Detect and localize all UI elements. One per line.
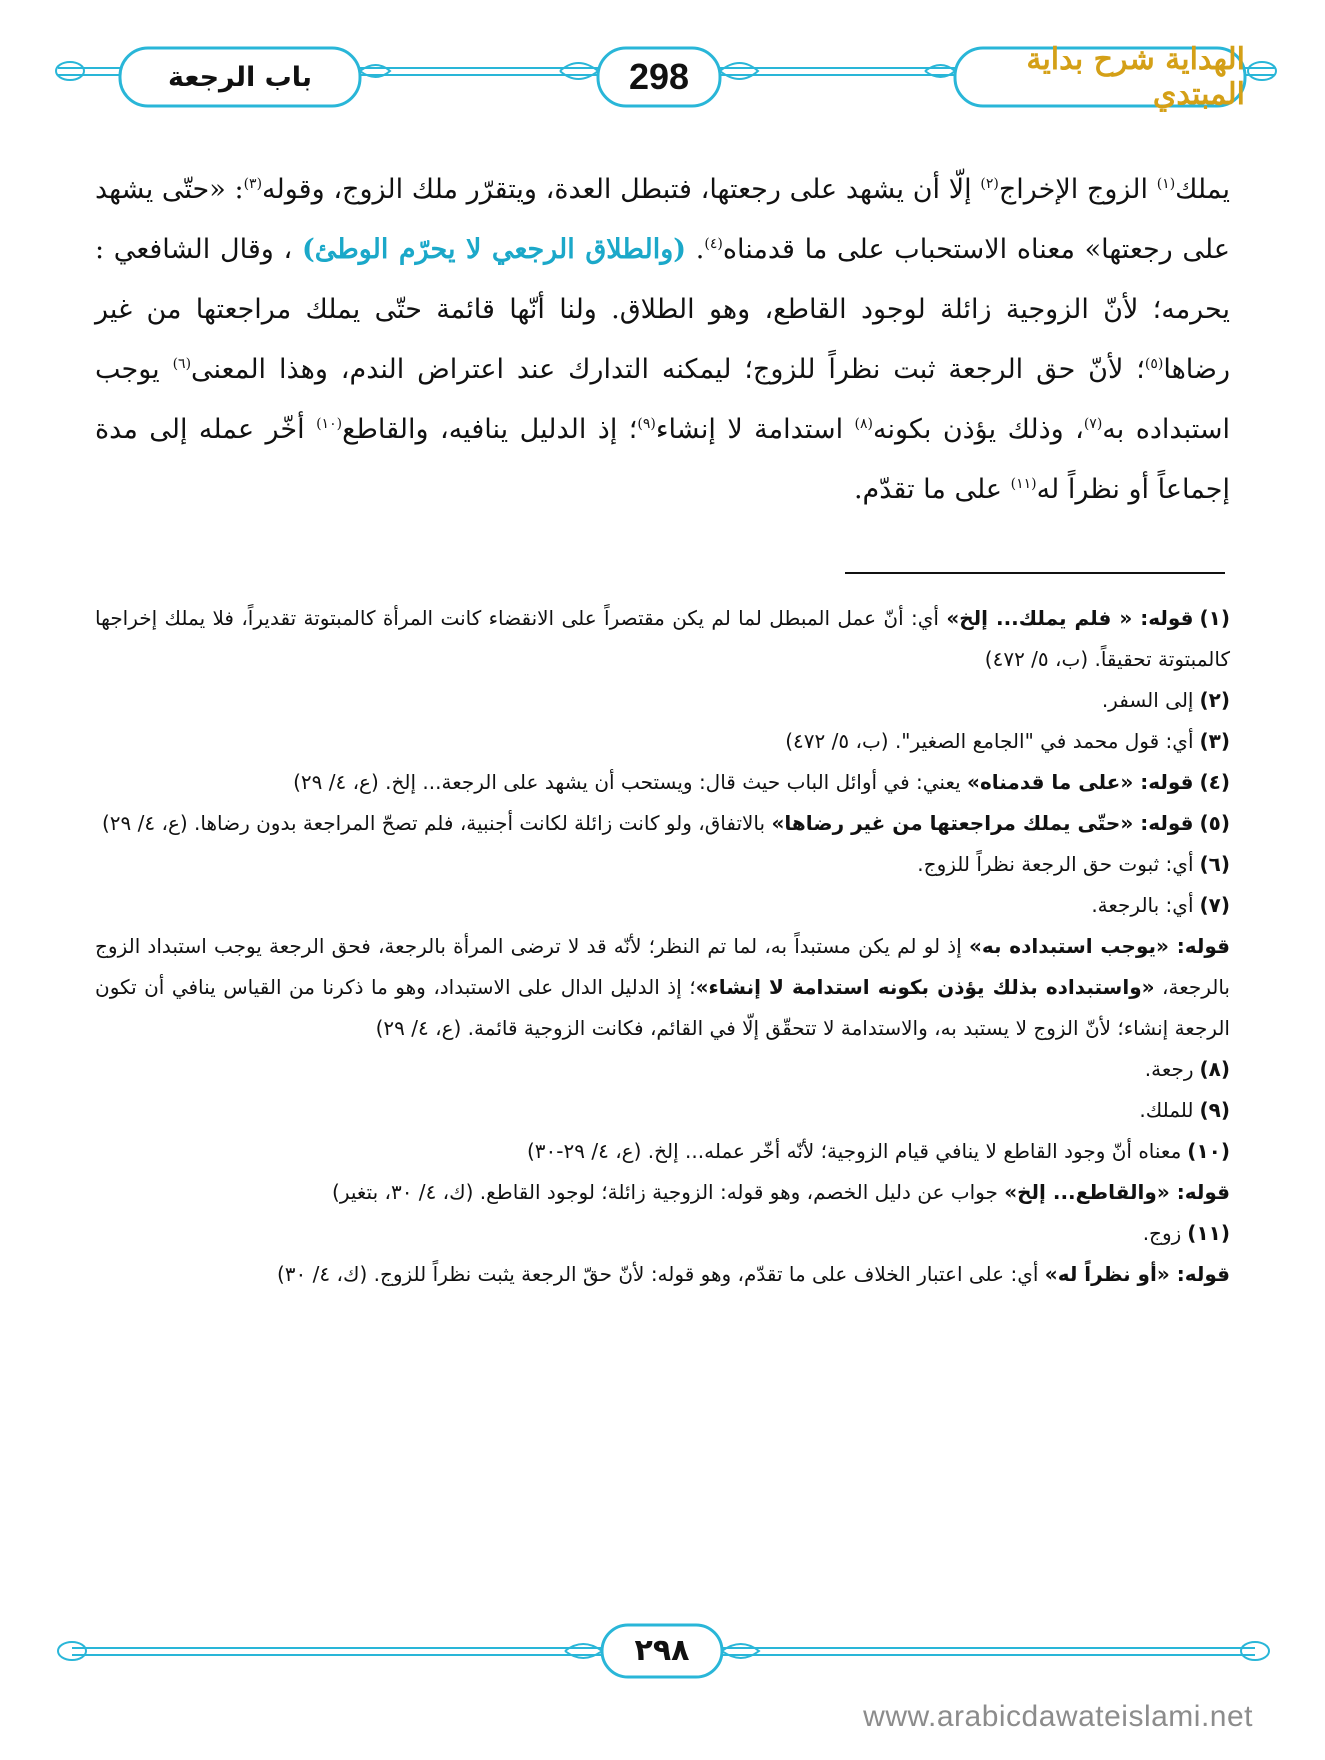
footnote-lead: قوله: xyxy=(1168,934,1231,958)
footnote-text: جواب عن دليل الخصم، وهو قوله: الزوجية زائلة؛ لوجود القاطع. (ك، ٤/ ٣٠، بتغير) xyxy=(332,1180,1005,1204)
footnote-text: إذ لو لم يكن مستبداً به، لما تم النظر؛ لأنّه قد لا ترضى المرأة بالرجعة، فحق الرجعة يوجب استبداد الزوج بالرجعة، xyxy=(95,934,1230,999)
footnote-11-commentary xyxy=(95,1254,1230,1295)
footnote-11 xyxy=(95,1213,1230,1254)
footnote-6 xyxy=(95,844,1230,885)
footnote-5 xyxy=(95,803,1230,844)
footnote-text: أي: على اعتبار الخلاف على ما تقدّم، وهو قوله: لأنّ حقّ الرجعة يثبت نظراً للزوج. (ك، ٤/ ٣٠) xyxy=(276,1262,1045,1286)
footnote-text: رجعة. xyxy=(1144,1057,1194,1081)
footnote-7-commentary xyxy=(95,926,1230,1049)
footnote-2 xyxy=(95,680,1230,721)
matn-highlight: (والطلاق الرجعي لا يحرّم الوطئ) xyxy=(301,234,687,265)
footnote-quote: « فلم يملك... إلخ» xyxy=(946,606,1133,630)
footnote-number: (٤) xyxy=(1199,770,1230,794)
footnote-marker: (١١) xyxy=(1010,476,1037,492)
text-run: يوجب استبداده به xyxy=(95,354,1230,445)
footnote-text: ؛ إذ الدليل الدال على الاستبداد، وهو ما ذكرنا من القياس ينافي أن تكون الرجعة إنشاء؛ لأنّ الزوج لا يستبد به، والاستدامة لا تتحقّق إلّا في القائم، فكانت الزوجية قائمة. (ع، ٤/ ٢٩) xyxy=(95,975,1230,1040)
website-url[interactable]: www.arabicdawateislami.net xyxy=(863,1700,1253,1733)
footnote-text: أي: بالرجعة. xyxy=(1091,893,1194,917)
text-run: استدامة لا إنشاء xyxy=(655,414,855,445)
footnote-quote: «على ما قدمناه» xyxy=(967,770,1134,794)
text-run: . xyxy=(686,234,705,265)
footnote-quote: «حتّى يملك مراجعتها من غير رضاها» xyxy=(771,811,1134,835)
footnote-lead: قوله: xyxy=(1133,770,1194,794)
footnotes xyxy=(95,598,1230,1295)
main-paragraph xyxy=(95,160,1230,520)
footer-page-number: ٢٩٨ xyxy=(634,1632,690,1668)
footnote-marker: (٣) xyxy=(243,176,263,192)
footnote-quote: «يوجب استبداده به» xyxy=(968,934,1169,958)
footnote-text: يعني: في أوائل الباب حيث قال: ويستحب أن يشهد على الرجعة... إلخ. (ع، ٤/ ٢٩) xyxy=(293,770,968,794)
footnote-marker: (١٠) xyxy=(316,416,343,432)
main-text xyxy=(95,160,1230,520)
footnote-1 xyxy=(95,598,1230,680)
footnote-3 xyxy=(95,721,1230,762)
footnote-marker: (٨) xyxy=(854,416,873,432)
text-run: ، وذلك يؤذن بكونه xyxy=(873,414,1084,445)
footnote-marker: (٢) xyxy=(980,176,999,192)
footnote-number: (٢) xyxy=(1199,688,1230,712)
text-run: : «حتّى يشهد على رجعتها» معناه الاستحباب على ما قدمناه xyxy=(95,174,1230,265)
footnote-number: (١) xyxy=(1199,606,1231,630)
footnote-text: للملك. xyxy=(1139,1098,1194,1122)
text-run: على ما تقدّم. xyxy=(853,474,1011,505)
footnote-marker: (١) xyxy=(1156,176,1176,192)
footnote-marker: (٧) xyxy=(1083,416,1103,432)
footnote-text: بالاتفاق، ولو كانت زائلة لكانت أجنبية، فلم تصحّ المراجعة بدون رضاها. (ع، ٤/ ٢٩) xyxy=(101,811,772,835)
footnote-number: (٨) xyxy=(1199,1057,1230,1081)
footnote-10-commentary xyxy=(95,1172,1230,1213)
chapter-title: باب الرجعة xyxy=(167,61,313,93)
footnote-lead: قوله: xyxy=(1132,606,1194,630)
footnote-quote: «واستبداده بذلك يؤذن بكونه استدامة لا إنشاء» xyxy=(695,975,1155,999)
footnote-number: (٧) xyxy=(1199,893,1230,917)
text-run: أخّر عمله إلى مدة إجماعاً أو نظراً له xyxy=(95,414,1230,505)
text-run: ؛ إذ الدليل ينافيه، والقاطع xyxy=(342,414,638,445)
text-run: يملك xyxy=(1175,174,1230,205)
footnote-marker: (٩) xyxy=(637,416,656,432)
footnote-number: (١٠) xyxy=(1187,1139,1230,1163)
footnote-text: معناه أنّ وجود القاطع لا ينافي قيام الزوجية؛ لأنّه أخّر عمله... إلخ. (ع، ٤/ ٢٩-٣٠) xyxy=(526,1139,1182,1163)
footnote-quote: «أو نظراً له» xyxy=(1044,1262,1170,1286)
footnote-text: أي: أنّ عمل المبطل لما لم يكن مقتصراً على الانقضاء كانت المرأة كالمبتوتة تقديراً، فلا يملك إخراجها كالمبتوتة تحقيقاً. (ب، ٥/ ٤٧٢) xyxy=(95,606,1230,671)
footnote-marker: (٥) xyxy=(1144,356,1164,372)
footnote-number: (٦) xyxy=(1199,852,1230,876)
footnote-lead: قوله: xyxy=(1169,1262,1230,1286)
footnote-text: أي: ثبوت حق الرجعة نظراً للزوج. xyxy=(917,852,1194,876)
footnote-lead: قوله: xyxy=(1169,1180,1230,1204)
footnote-number: (٥) xyxy=(1199,811,1230,835)
book-title: الهداية شرح بداية المبتدي xyxy=(1026,42,1245,112)
footnote-8 xyxy=(95,1049,1230,1090)
footnote-text: أي: قول محمد في "الجامع الصغير". (ب، ٥/ ٤٧٢) xyxy=(785,729,1194,753)
footnote-number: (٣) xyxy=(1199,729,1230,753)
text-run: ؛ لأنّ حق الرجعة ثبت نظراً للزوج؛ ليمكنه التدارك عند اعتراض الندم، وهذا المعنى xyxy=(191,354,1145,385)
footnote-number: (٩) xyxy=(1199,1098,1230,1122)
text-run: إلّا أن يشهد على رجعتها، فتبطل العدة، ويتقرّر ملك الزوج، وقوله xyxy=(262,174,981,205)
footnote-number: (١١) xyxy=(1187,1221,1230,1245)
footnote-marker: (٦) xyxy=(172,356,192,372)
footnote-quote: «والقاطع... إلخ» xyxy=(1004,1180,1170,1204)
text-run: ، وقال الشافعي : يحرمه؛ لأنّ الزوجية زائلة لوجود القاطع، وهو الطلاق. ولنا أنّها قائمة حتّى يملك مراجعتها من غير رضاها xyxy=(95,234,1230,385)
footnote-text: إلى السفر. xyxy=(1101,688,1194,712)
footnote-9 xyxy=(95,1090,1230,1131)
footnote-7 xyxy=(95,885,1230,926)
footnote-divider xyxy=(845,572,1225,574)
footnote-lead: قوله: xyxy=(1133,811,1194,835)
footnote-marker: (٤) xyxy=(704,236,723,252)
footnote-10 xyxy=(95,1131,1230,1172)
footnote-text: زوج. xyxy=(1142,1221,1182,1245)
footnote-4 xyxy=(95,762,1230,803)
header-page-number: 298 xyxy=(628,56,690,97)
text-run: الزوج الإخراج xyxy=(998,174,1157,205)
